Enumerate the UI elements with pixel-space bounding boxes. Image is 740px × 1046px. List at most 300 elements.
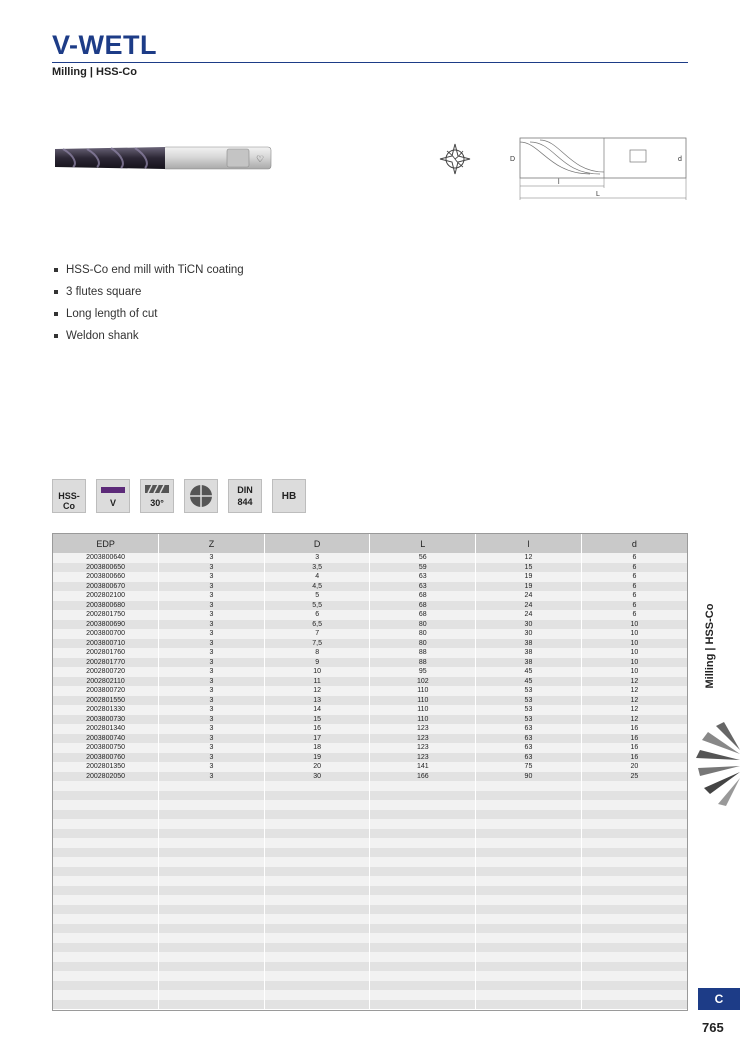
section-graphic	[694, 720, 740, 810]
table-cell: 13	[264, 696, 370, 706]
table-cell	[370, 800, 476, 810]
table-cell: 53	[476, 696, 582, 706]
table-cell	[264, 990, 370, 1000]
feature-item: Weldon shank	[54, 328, 244, 350]
table-cell	[476, 990, 582, 1000]
table-cell	[581, 857, 687, 867]
table-cell: 123	[370, 753, 476, 763]
table-cell	[53, 952, 159, 962]
table-cell	[370, 933, 476, 943]
table-cell: 2003800700	[53, 629, 159, 639]
table-cell	[370, 810, 476, 820]
table-cell	[159, 876, 265, 886]
table-cell	[53, 781, 159, 791]
table-cell	[581, 981, 687, 991]
page-title: V-WETL	[52, 30, 157, 60]
table-cell	[370, 990, 476, 1000]
table-cell: 12	[476, 553, 582, 563]
table-row	[53, 582, 687, 592]
table-cell	[476, 971, 582, 981]
table-cell	[264, 943, 370, 953]
table-cell	[264, 924, 370, 934]
table-cell	[370, 819, 476, 829]
table-cell: 3	[159, 705, 265, 715]
table-cell: 90	[476, 772, 582, 782]
table-cell: 4	[264, 572, 370, 582]
table-cell	[159, 895, 265, 905]
table-row	[53, 762, 687, 772]
table-cell: 2002801350	[53, 762, 159, 772]
table-cell: 10	[581, 629, 687, 639]
table-cell: 12	[581, 705, 687, 715]
table-cell: 102	[370, 677, 476, 687]
table-cell: 45	[476, 677, 582, 687]
table-cell	[159, 800, 265, 810]
din-badge: DIN 844	[228, 479, 262, 513]
table-cell	[53, 829, 159, 839]
empty-table-row	[53, 971, 687, 981]
table-cell	[159, 952, 265, 962]
table-cell	[581, 933, 687, 943]
table-cell: 6	[581, 563, 687, 573]
table-row	[53, 601, 687, 611]
table-cell	[476, 914, 582, 924]
table-cell	[159, 943, 265, 953]
table-cell: 24	[476, 610, 582, 620]
empty-table-row	[53, 924, 687, 934]
label-l: l	[558, 179, 560, 186]
table-cell	[581, 781, 687, 791]
table-cell	[476, 905, 582, 915]
table-cell: 6	[581, 553, 687, 563]
table-cell	[476, 924, 582, 934]
table-cell	[370, 876, 476, 886]
table-cell	[581, 990, 687, 1000]
table-cell: 3	[159, 582, 265, 592]
table-cell: 11	[264, 677, 370, 687]
table-cell	[370, 895, 476, 905]
table-cell	[370, 971, 476, 981]
table-cell	[581, 886, 687, 896]
label-D: D	[510, 156, 516, 163]
table-cell: 3	[159, 591, 265, 601]
table-cell	[53, 895, 159, 905]
end-mill-photo	[55, 138, 275, 178]
empty-table-row	[53, 943, 687, 953]
table-cell	[264, 829, 370, 839]
table-cell: 10	[581, 620, 687, 630]
table-cell: 80	[370, 620, 476, 630]
table-cell: 9	[264, 658, 370, 668]
table-cell	[264, 962, 370, 972]
table-cell: 12	[264, 686, 370, 696]
empty-table-row	[53, 1000, 687, 1010]
table-cell	[159, 886, 265, 896]
table-cell	[476, 781, 582, 791]
table-cell: 2003800740	[53, 734, 159, 744]
table-cell	[159, 857, 265, 867]
table-cell	[159, 867, 265, 877]
table-cell	[264, 781, 370, 791]
column-header: Z	[159, 534, 265, 553]
table-cell	[264, 819, 370, 829]
table-cell: 63	[370, 582, 476, 592]
table-cell	[264, 867, 370, 877]
table-cell: 38	[476, 639, 582, 649]
table-cell	[581, 829, 687, 839]
table-cell	[370, 924, 476, 934]
empty-table-row	[53, 829, 687, 839]
table-cell: 30	[264, 772, 370, 782]
table-row	[53, 705, 687, 715]
table-cell	[370, 886, 476, 896]
table-cell	[581, 914, 687, 924]
table-cell	[370, 962, 476, 972]
table-cell	[581, 924, 687, 934]
table-cell	[53, 924, 159, 934]
table-row	[53, 629, 687, 639]
table-cell: 123	[370, 734, 476, 744]
helix-angle-icon	[145, 485, 169, 493]
table-cell: 3	[159, 572, 265, 582]
table-cell	[159, 829, 265, 839]
feature-list	[54, 262, 244, 350]
table-cell	[476, 829, 582, 839]
table-cell: 68	[370, 610, 476, 620]
empty-table-row	[53, 933, 687, 943]
table-row	[53, 648, 687, 658]
table-cell	[476, 943, 582, 953]
table-cell	[53, 857, 159, 867]
table-cell	[581, 791, 687, 801]
empty-table-row	[53, 781, 687, 791]
material-badge: HSS-Co	[52, 479, 86, 513]
table-cell: 123	[370, 724, 476, 734]
table-cell: 10	[581, 639, 687, 649]
empty-table-row	[53, 962, 687, 972]
table-row	[53, 677, 687, 687]
table-cell: 3	[264, 553, 370, 563]
table-cell	[476, 800, 582, 810]
dimension-drawing	[500, 128, 695, 202]
table-cell: 166	[370, 772, 476, 782]
table-row	[53, 658, 687, 668]
table-cell: 63	[476, 743, 582, 753]
table-row	[53, 772, 687, 782]
table-cell	[53, 876, 159, 886]
table-cell	[53, 971, 159, 981]
table-cell	[159, 791, 265, 801]
table-cell: 63	[370, 572, 476, 582]
table-cell	[159, 914, 265, 924]
table-cell: 16	[581, 724, 687, 734]
table-cell: 3	[159, 762, 265, 772]
coating-badge: V	[96, 479, 130, 513]
table-cell	[476, 895, 582, 905]
table-cell	[581, 867, 687, 877]
table-cell	[159, 905, 265, 915]
table-cell: 3	[159, 639, 265, 649]
table-cell: 88	[370, 648, 476, 658]
table-cell: 2003800720	[53, 686, 159, 696]
table-cell: 3	[159, 772, 265, 782]
table-cell	[53, 791, 159, 801]
table-cell	[264, 800, 370, 810]
table-cell	[264, 791, 370, 801]
table-cell	[53, 810, 159, 820]
feature-item: HSS-Co end mill with TiCN coating	[54, 262, 244, 284]
table-cell	[159, 781, 265, 791]
table-cell	[370, 781, 476, 791]
table-cell	[53, 933, 159, 943]
table-cell: 38	[476, 658, 582, 668]
table-cell	[53, 990, 159, 1000]
table-cell	[476, 838, 582, 848]
table-cell: 2003800730	[53, 715, 159, 725]
empty-table-row	[53, 952, 687, 962]
table-cell: 53	[476, 686, 582, 696]
table-cell: 12	[581, 696, 687, 706]
table-cell: 3	[159, 743, 265, 753]
table-cell: 75	[476, 762, 582, 772]
table-cell	[53, 838, 159, 848]
table-cell	[476, 952, 582, 962]
table-cell: 2003800710	[53, 639, 159, 649]
table-cell	[370, 905, 476, 915]
table-cell: 2002801330	[53, 705, 159, 715]
empty-table-row	[53, 876, 687, 886]
table-row	[53, 715, 687, 725]
table-cell: 2002802110	[53, 677, 159, 687]
column-header: l	[476, 534, 582, 553]
table-cell: 56	[370, 553, 476, 563]
table-cell: 3	[159, 696, 265, 706]
table-cell: 3	[159, 724, 265, 734]
feature-item: Long length of cut	[54, 306, 244, 328]
table-cell: 4,5	[264, 582, 370, 592]
table-cell	[370, 848, 476, 858]
page-number: 765	[702, 1020, 724, 1035]
empty-table-row	[53, 914, 687, 924]
empty-table-row	[53, 810, 687, 820]
empty-table-row	[53, 791, 687, 801]
table-cell: 7,5	[264, 639, 370, 649]
table-cell	[370, 857, 476, 867]
table-cell	[370, 791, 476, 801]
table-cell	[264, 810, 370, 820]
shank-badge: HB	[272, 479, 306, 513]
table-cell	[264, 981, 370, 991]
table-body	[53, 553, 687, 1009]
table-row	[53, 753, 687, 763]
table-cell: 110	[370, 715, 476, 725]
table-cell	[581, 810, 687, 820]
table-cell	[476, 876, 582, 886]
table-cell	[581, 876, 687, 886]
table-cell: 123	[370, 743, 476, 753]
empty-table-row	[53, 867, 687, 877]
table-cell	[581, 971, 687, 981]
table-cell	[476, 1000, 582, 1010]
column-header: L	[370, 534, 476, 553]
table-cell: 45	[476, 667, 582, 677]
table-cell: 2003800750	[53, 743, 159, 753]
table-cell: 2002801550	[53, 696, 159, 706]
table-cell	[264, 914, 370, 924]
table-row	[53, 724, 687, 734]
product-table	[52, 533, 688, 1011]
side-section-label: Milling | HSS-Co	[704, 603, 716, 689]
table-cell	[53, 943, 159, 953]
table-cell: 2003800760	[53, 753, 159, 763]
empty-table-row	[53, 895, 687, 905]
table-cell	[370, 914, 476, 924]
table-cell	[370, 952, 476, 962]
table-cell: 63	[476, 734, 582, 744]
table-cell	[159, 981, 265, 991]
table-cell: 6	[581, 572, 687, 582]
table-cell: 3	[159, 658, 265, 668]
table-cell: 7	[264, 629, 370, 639]
table-cell: 2003800680	[53, 601, 159, 611]
table-cell	[264, 1000, 370, 1010]
table-cell: 12	[581, 715, 687, 725]
table-cell	[476, 810, 582, 820]
table-cell: 6,5	[264, 620, 370, 630]
table-cell	[581, 800, 687, 810]
table-cell: 2002801750	[53, 610, 159, 620]
table-cell: 5,5	[264, 601, 370, 611]
table-cell: 3	[159, 753, 265, 763]
table-cell	[581, 895, 687, 905]
column-header: EDP	[53, 534, 159, 553]
table-cell: 24	[476, 591, 582, 601]
table-cell	[159, 810, 265, 820]
table-cell	[264, 905, 370, 915]
table-cell	[370, 1000, 476, 1010]
table-cell	[159, 990, 265, 1000]
table-cell: 3	[159, 553, 265, 563]
table-cell	[581, 952, 687, 962]
table-row	[53, 696, 687, 706]
table-cell: 10	[581, 658, 687, 668]
table-cell: 19	[476, 572, 582, 582]
table-cell: 2003800640	[53, 553, 159, 563]
table-cell	[370, 829, 476, 839]
table-row	[53, 610, 687, 620]
table-cell	[264, 933, 370, 943]
table-cell: 3	[159, 629, 265, 639]
table-cell	[264, 895, 370, 905]
empty-table-row	[53, 838, 687, 848]
table-cell: 3,5	[264, 563, 370, 573]
table-cell: 3	[159, 620, 265, 630]
table-cell	[159, 962, 265, 972]
table-cell: 15	[476, 563, 582, 573]
table-cell: 53	[476, 705, 582, 715]
table-cell: 14	[264, 705, 370, 715]
table-cell: 110	[370, 696, 476, 706]
svg-text:♡: ♡	[255, 154, 265, 164]
table-cell	[370, 981, 476, 991]
table-cell	[53, 819, 159, 829]
table-cell	[476, 848, 582, 858]
table-cell: 88	[370, 658, 476, 668]
table-cell: 17	[264, 734, 370, 744]
table-cell: 6	[581, 582, 687, 592]
empty-table-row	[53, 886, 687, 896]
table-cell: 20	[581, 762, 687, 772]
table-cell	[159, 838, 265, 848]
empty-table-row	[53, 857, 687, 867]
table-cell	[53, 867, 159, 877]
table-cell: 53	[476, 715, 582, 725]
square-end-badge	[184, 479, 218, 513]
table-cell: 2003800660	[53, 572, 159, 582]
table-cell: 2003800670	[53, 582, 159, 592]
table-cell: 6	[581, 591, 687, 601]
table-cell	[581, 905, 687, 915]
table-row	[53, 553, 687, 563]
table-cell	[581, 1000, 687, 1010]
table-cell: 16	[581, 743, 687, 753]
empty-table-row	[53, 819, 687, 829]
table-cell	[159, 819, 265, 829]
table-cell	[264, 838, 370, 848]
table-cell: 30	[476, 629, 582, 639]
table-cell: 18	[264, 743, 370, 753]
table-cell: 2002800720	[53, 667, 159, 677]
table-cell	[264, 876, 370, 886]
table-row	[53, 591, 687, 601]
table-row	[53, 563, 687, 573]
table-cell	[476, 791, 582, 801]
table-cell	[581, 943, 687, 953]
column-header: D	[264, 534, 370, 553]
end-mill-symbol-icon	[438, 142, 472, 176]
table-cell: 5	[264, 591, 370, 601]
table-cell: 95	[370, 667, 476, 677]
table-row	[53, 686, 687, 696]
table-cell: 63	[476, 724, 582, 734]
table-row	[53, 620, 687, 630]
table-cell: 2002802050	[53, 772, 159, 782]
table-cell	[264, 848, 370, 858]
table-cell	[581, 819, 687, 829]
coating-color-bar	[101, 487, 125, 493]
table-cell: 110	[370, 686, 476, 696]
table-cell: 25	[581, 772, 687, 782]
table-cell	[476, 886, 582, 896]
table-cell	[476, 962, 582, 972]
table-cell: 16	[581, 753, 687, 763]
table-cell: 38	[476, 648, 582, 658]
empty-table-row	[53, 800, 687, 810]
table-cell	[159, 971, 265, 981]
table-cell: 68	[370, 601, 476, 611]
table-cell	[370, 943, 476, 953]
empty-table-row	[53, 905, 687, 915]
table-cell: 68	[370, 591, 476, 601]
table-cell	[581, 848, 687, 858]
table-cell: 16	[264, 724, 370, 734]
table-cell: 20	[264, 762, 370, 772]
table-cell: 6	[581, 601, 687, 611]
table-cell: 24	[476, 601, 582, 611]
table-cell: 3	[159, 677, 265, 687]
table-cell: 2003800650	[53, 563, 159, 573]
square-end-icon	[188, 483, 214, 509]
